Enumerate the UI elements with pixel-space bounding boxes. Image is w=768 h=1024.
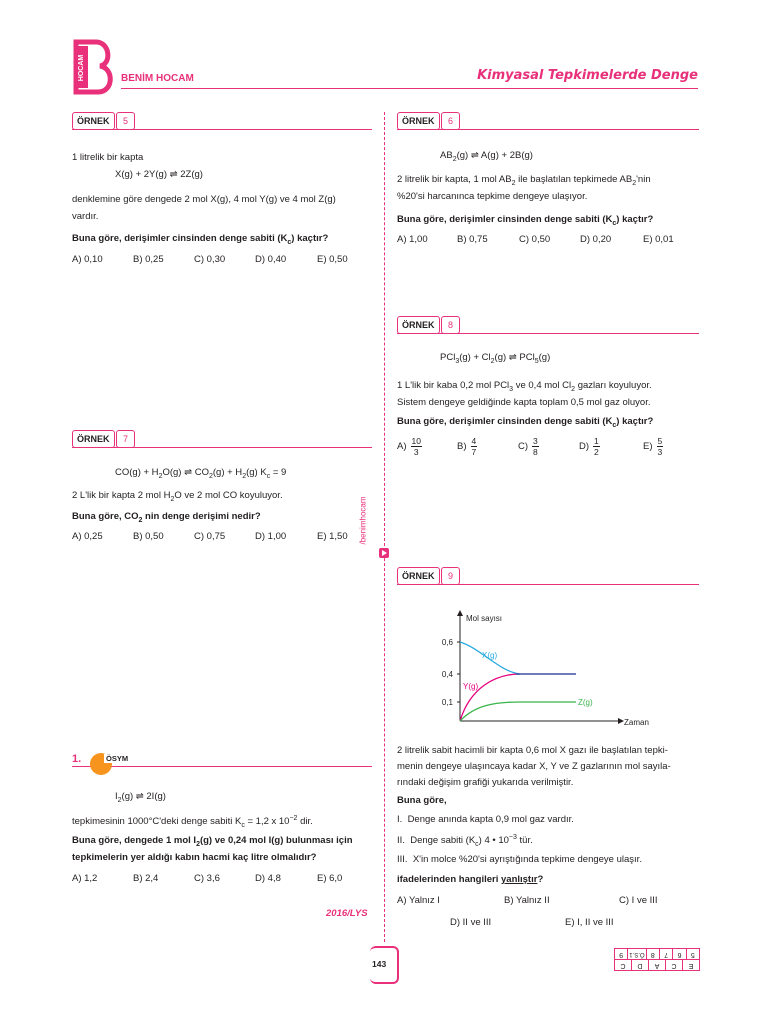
y-axis-title: Mol sayısı	[466, 614, 503, 623]
option[interactable]: C) 3,6	[194, 873, 220, 884]
q9-buna: Buna göre,	[397, 795, 447, 806]
question-number: 7	[116, 430, 135, 448]
page-number-badge	[370, 946, 399, 984]
answer-cell: 7	[659, 949, 672, 959]
svg-text:HOCAM: HOCAM	[78, 54, 85, 82]
q5-equation: X(g) + 2Y(g) ⇌ 2Z(g)	[115, 169, 203, 180]
side-label: /benimhocam	[358, 496, 368, 545]
q5-question: Buna göre, derişimler cinsinden denge sabiti $(K_c)$ kaçtır?	[72, 233, 329, 246]
q8-options	[397, 436, 697, 464]
answer-cell: Ö.S.1	[629, 951, 645, 957]
ornek-tag: ÖRNEK	[397, 316, 440, 334]
q9-options	[397, 895, 697, 935]
option[interactable]: D) II ve III	[450, 917, 492, 928]
option[interactable]: D) 1,00	[255, 531, 287, 542]
graph-svg	[420, 608, 660, 733]
question-number: 5	[116, 112, 135, 130]
answer-cell: C	[665, 960, 682, 970]
question-number: 1.	[72, 753, 82, 765]
option[interactable]: E) I, II ve III	[565, 917, 614, 928]
label-x: X(g)	[482, 651, 498, 660]
q9-text1: 2 litrelik sabit hacimli bir kapta 0,6 mol X gazı ile başlatılan tepki-	[397, 745, 668, 756]
q9-text2: menin dengeye ulaşıncaya kadar X, Y ve Z gazlarının mol sayıla-	[397, 761, 671, 772]
q5-header	[72, 111, 372, 133]
tick-label: 0,6	[441, 638, 453, 647]
osym-text1: tepkimesinin 1000°C'deki denge sabiti $K_c = 1,2$ x $10^{-2}$ dir.	[72, 815, 313, 830]
q8-equation: $PCl_3(g) + Cl_2(g)$ ⇌ PCl$_5$(g)	[440, 352, 551, 365]
answer-cell: 8	[646, 949, 659, 959]
q5-text1: 1 litrelik bir kapta	[72, 152, 144, 163]
option[interactable]: A) 0,25	[72, 531, 103, 542]
q9-item-3: III. X'in molce %20'si ayrıştığında tepkime dengeye ulaşır.	[397, 854, 642, 865]
q7-header	[72, 429, 372, 451]
mol-graph	[420, 608, 660, 733]
q6-header	[397, 111, 699, 133]
option[interactable]: B) 0,75	[457, 234, 488, 245]
option[interactable]: C) I ve III	[619, 895, 658, 906]
option[interactable]: A) 0,10	[72, 254, 103, 265]
tick-label: 0,4	[441, 670, 453, 679]
q5-text2: denklemine göre dengede 2 mol X(g), 4 mol Y(g) ve 4 mol Z(g)	[72, 194, 336, 205]
q6-text1: 2 litrelik bir kapta, 1 mol $AB_2$ ile başlatılan tepkimede $AB_2'nin$	[397, 174, 651, 187]
option[interactable]: C) 0,75	[194, 531, 226, 542]
option[interactable]: A) $\frac{10}{3}$	[397, 436, 421, 457]
q8-question: Buna göre, derişimler cinsinden denge sabiti $(K_c)$ kaçtır?	[397, 416, 654, 429]
logo-icon	[72, 38, 118, 96]
page-number: 143	[372, 959, 387, 969]
ornek-tag: ÖRNEK	[397, 112, 440, 130]
y-axis-arrow	[457, 610, 463, 616]
ornek-tag: ÖRNEK	[72, 112, 115, 130]
x-axis-title: Zaman	[624, 718, 649, 727]
q5-text3: vardır.	[72, 211, 99, 222]
option[interactable]: D) 4,8	[255, 873, 281, 884]
q9-item-1: I. Denge anında kapta 0,9 mol gaz vardır.	[397, 814, 574, 825]
q6-text2: %20'si harcanınca tepkime dengeye ulaşıyor.	[397, 191, 588, 202]
osym-question2: tepkimelerin yer aldığı kabın hacmi kaç litre olmalıdır?	[72, 852, 317, 863]
question-number: 6	[441, 112, 460, 130]
header-rule	[121, 88, 698, 89]
answer-key	[614, 949, 700, 971]
q8-text1: 1 L'lik bir kaba 0,2 mol PCl$_3$ ve 0,4 mol $Cl_2$ gazları koyuluyor.	[397, 380, 652, 393]
q7-text1: 2 L'lik bir kapta 2 mol $H_2O$ ve 2 mol CO koyuluyor.	[72, 490, 283, 503]
osym-equation: $I_2(g)$ ⇌ 2I(g)	[115, 791, 166, 804]
option[interactable]: A) 1,00	[397, 234, 428, 245]
series-z-curve	[460, 702, 576, 721]
option[interactable]: C) 0,50	[519, 234, 551, 245]
option[interactable]: E) 0,50	[317, 254, 348, 265]
q9-header	[397, 566, 699, 588]
osym-label: ÖSYM	[106, 754, 129, 763]
option[interactable]: E) 1,50	[317, 531, 348, 542]
option[interactable]: E) 0,01	[643, 234, 674, 245]
q9-text3: rındaki değişim grafiği yukarıda verilmiştir.	[397, 777, 574, 788]
q9-question: ifadelerinden hangileri yanlıştır?	[397, 874, 544, 885]
answer-cell: E	[682, 960, 699, 970]
answer-cell: 6	[672, 949, 685, 959]
ornek-tag: ÖRNEK	[72, 430, 115, 448]
option[interactable]: B) Yalnız II	[504, 895, 550, 906]
page-title: Kimyasal Tepkimelerde Denge	[477, 68, 698, 83]
logo	[72, 38, 118, 96]
option[interactable]: B) $\frac{4}{7}$	[457, 436, 477, 457]
answer-cell: 9	[619, 951, 624, 958]
q9-item-2: II. Denge sabiti $(K_c)$ 4 • $10^{-3}$ tür.	[397, 834, 533, 849]
q8-header	[397, 315, 699, 337]
label-z: Z(g)	[578, 698, 593, 707]
option[interactable]: C) 0,30	[194, 254, 226, 265]
option[interactable]: C) $\frac{3}{8}$	[518, 436, 538, 457]
answer-cell: C	[620, 962, 626, 969]
tick-label: 0,1	[441, 698, 453, 707]
q8-text2: Sistem dengeye geldiğinde kapta toplam 0,5 mol gaz oluyor.	[397, 397, 651, 408]
option[interactable]: A) Yalnız I	[397, 895, 440, 906]
osym-question1: Buna göre, dengede 1 mol $I_2(g)$ ve 0,24 mol I(g) bulunması için	[72, 835, 353, 848]
play-icon	[379, 548, 389, 558]
option[interactable]: E) 6,0	[317, 873, 343, 884]
option[interactable]: D) 0,40	[255, 254, 287, 265]
label-y: Y(g)	[463, 682, 479, 691]
source-label: 2016/LYS	[326, 908, 368, 919]
option[interactable]: D) $\frac{1}{2}$	[579, 436, 599, 457]
option[interactable]: B) 0,50	[133, 531, 164, 542]
question-number: 9	[441, 567, 460, 585]
option[interactable]: D) 0,20	[580, 234, 612, 245]
q6-question: Buna göre, derişimler cinsinden denge sabiti $(K_c)$ kaçtır?	[397, 214, 654, 227]
option[interactable]: B) 0,25	[133, 254, 164, 265]
osym-header	[72, 751, 372, 775]
answer-cell: 5	[686, 949, 699, 959]
answer-cell: A	[648, 960, 665, 970]
q7-question: Buna göre, $CO_2$ nin denge derişimi nedir?	[72, 511, 261, 524]
question-number: 8	[441, 316, 460, 334]
answer-cell: D	[631, 960, 648, 970]
option[interactable]: A) 1,2	[72, 873, 98, 884]
ornek-tag: ÖRNEK	[397, 567, 440, 585]
option[interactable]: B) 2,4	[133, 873, 159, 884]
option[interactable]: E) $\frac{5}{3}$	[643, 436, 663, 457]
q6-equation: $AB_2(g)$ ⇌ A(g) + 2B(g)	[440, 150, 533, 163]
brand-name: BENİM HOCAM	[121, 73, 194, 84]
q7-equation: $CO(g) + H_2O(g)$ ⇌ $CO_2(g) + H_2(g) K_c = 9$	[115, 467, 287, 480]
